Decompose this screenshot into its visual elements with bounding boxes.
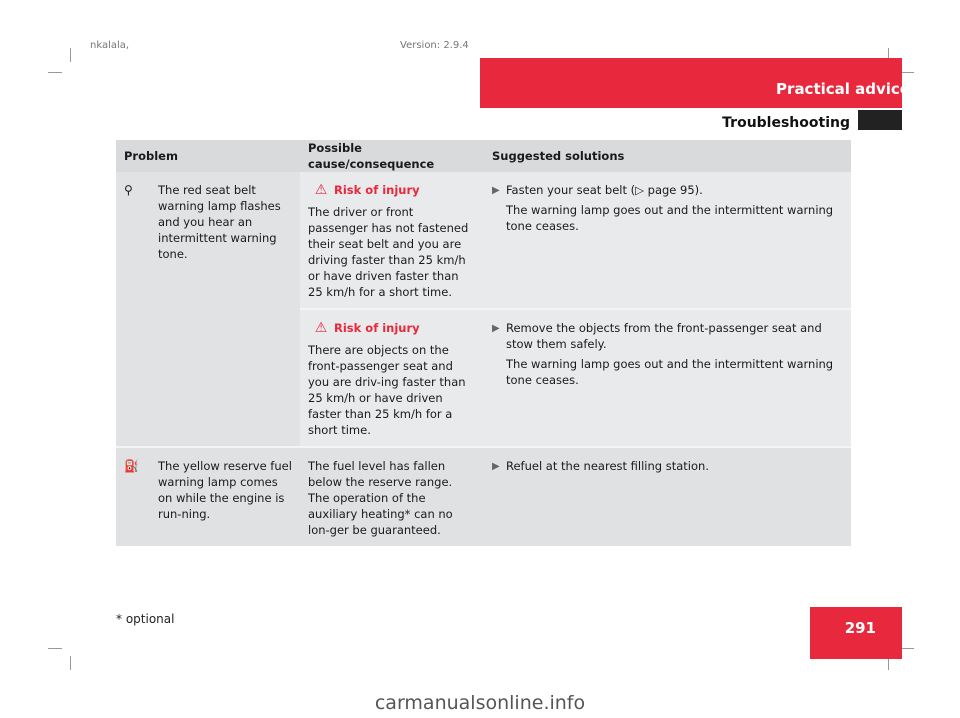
- crop-mark: [70, 656, 71, 670]
- chapter-title: Troubleshooting: [722, 115, 850, 131]
- watermark: carmanualsonline.info: [374, 692, 586, 714]
- risk-title: Risk of injury: [334, 183, 420, 197]
- solution-text: Fasten your seat belt (▷ page 95).: [506, 183, 703, 197]
- header-solutions: Suggested solutions: [484, 140, 851, 172]
- problem-cell: [116, 172, 300, 447]
- footnote: * optional: [116, 612, 175, 626]
- meta-author: nkalala,: [90, 40, 130, 51]
- section-title: Practical advice: [776, 80, 910, 98]
- header-cause: Possible cause/consequence: [300, 140, 484, 172]
- table-row: [116, 447, 851, 546]
- crop-mark: [900, 72, 914, 73]
- crop-mark: [70, 48, 71, 62]
- crop-mark: [48, 72, 62, 73]
- seat-belt-warning-icon: ⚲: [124, 183, 133, 197]
- cause-cell: [300, 172, 484, 309]
- cause-text: The driver or front passenger has not fastened their seat belt and you are driving faster than 25 km/h or have driven faster than 25 km/h for a short time.: [308, 205, 469, 299]
- solution-cell: [484, 447, 851, 546]
- warning-triangle-icon: ⚠: [314, 320, 328, 336]
- warning-triangle-icon: ⚠: [314, 182, 328, 198]
- header-problem: Problem: [116, 140, 300, 172]
- bullet-arrow-icon: ▶: [492, 461, 500, 472]
- cause-text: The fuel level has fallen below the reserve range. The operation of the auxiliary heating* can no lon-ger be guaranteed.: [308, 459, 453, 537]
- table-header-row: [116, 140, 851, 172]
- problem-text: The red seat belt warning lamp flashes and you hear an intermittent warning tone.: [158, 183, 281, 261]
- troubleshooting-table: [116, 140, 851, 546]
- table-row: [116, 172, 851, 309]
- chapter-marker: [858, 110, 902, 130]
- meta-version: Version: 2.9.4: [400, 40, 469, 51]
- solution-text: Refuel at the nearest filling station.: [506, 459, 709, 473]
- problem-cell: [116, 447, 300, 546]
- bullet-arrow-icon: ▶: [492, 323, 500, 334]
- solution-note: The warning lamp goes out and the intermittent warning tone ceases.: [506, 203, 834, 233]
- crop-mark: [48, 648, 62, 649]
- cause-text: There are objects on the front-passenger seat and you are driv-ing faster than 25 km/h or have driven faster than 25 km/h for a short time.: [308, 343, 466, 437]
- bullet-arrow-icon: ▶: [492, 185, 500, 196]
- solution-cell: [484, 172, 851, 309]
- cause-cell: [300, 309, 484, 447]
- crop-mark: [900, 648, 914, 649]
- risk-title: Risk of injury: [334, 321, 420, 335]
- fuel-pump-icon: ⛽: [124, 459, 139, 473]
- page-number-badge: [810, 607, 902, 659]
- solution-cell: [484, 309, 851, 447]
- solution-note: The warning lamp goes out and the intermittent warning tone ceases.: [506, 357, 834, 387]
- problem-text: The yellow reserve fuel warning lamp comes on while the engine is run-ning.: [158, 459, 292, 521]
- cause-cell: [300, 447, 484, 546]
- solution-text: Remove the objects from the front-passenger seat and stow them safely.: [506, 321, 822, 351]
- page-number: 291: [844, 619, 876, 637]
